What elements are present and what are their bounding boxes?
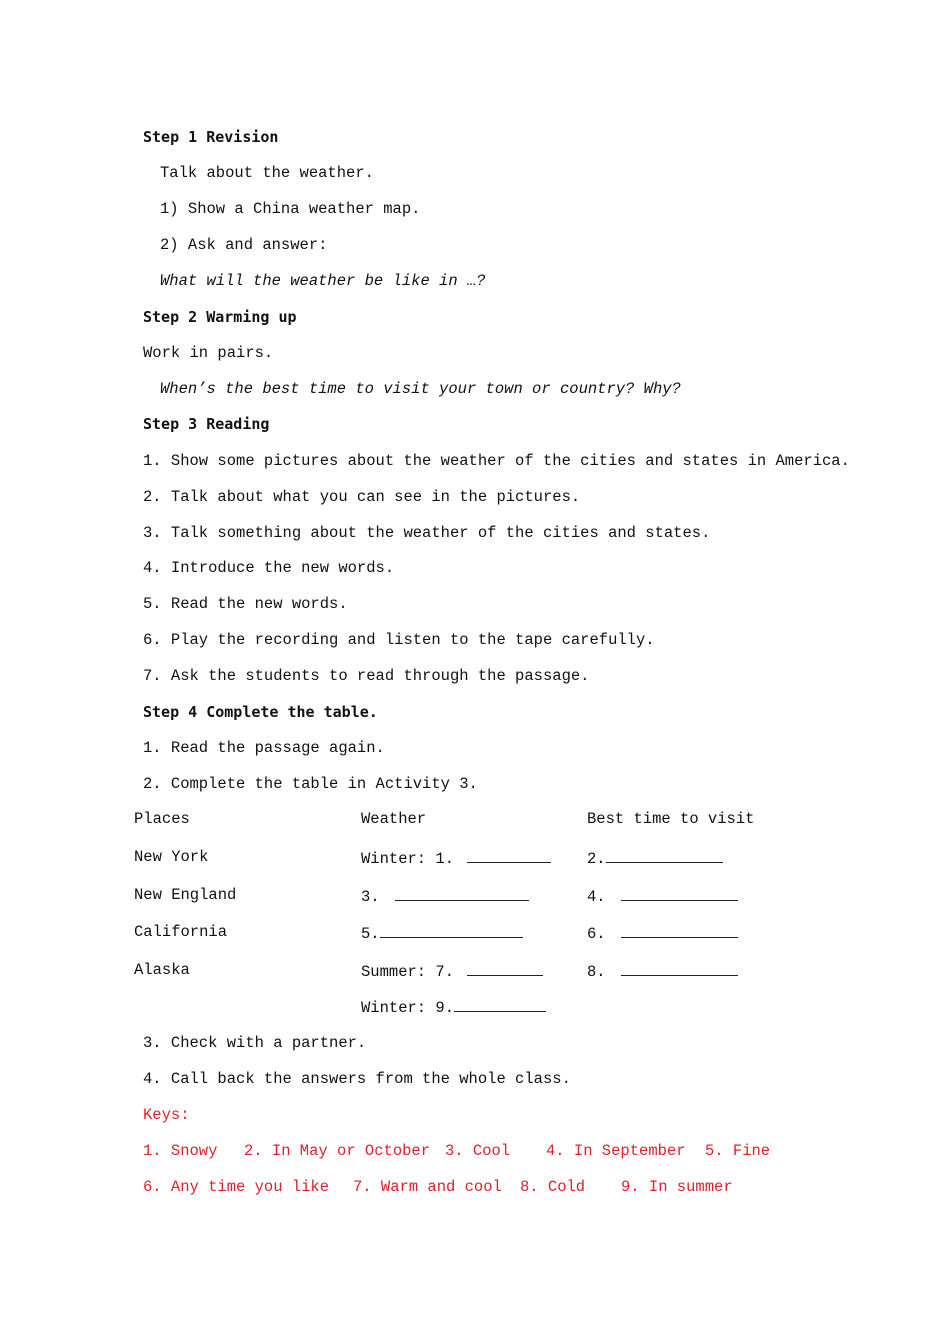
step4-heading: Step 4 Complete the table. <box>143 703 378 721</box>
answer-blank[interactable] <box>606 847 723 863</box>
answer-key: 2. In May or October <box>244 1142 431 1160</box>
table-cell-best-time <box>587 847 723 869</box>
blank-label: Winter: 1. <box>361 850 455 868</box>
step2-line: Work in pairs. <box>143 344 274 362</box>
answer-key: 5. Fine <box>705 1142 771 1160</box>
step3-item: 2. Talk about what you can see in the pictures. <box>143 488 581 506</box>
answer-key: 8. Cold <box>520 1178 586 1196</box>
step1-line-3: 2) Ask and answer: <box>160 236 328 254</box>
answer-blank[interactable] <box>621 960 738 976</box>
table-row <box>134 885 834 907</box>
answer-blank[interactable] <box>454 996 546 1012</box>
blank-label: 8. <box>587 963 606 981</box>
step3-item: 7. Ask the students to read through the passage. <box>143 667 590 685</box>
table-cell-best-time <box>587 885 738 907</box>
table-cell-weather <box>361 960 543 982</box>
step2-heading: Step 2 Warming up <box>143 308 297 326</box>
answer-blank[interactable] <box>621 922 738 938</box>
table-cell-weather <box>361 885 529 907</box>
step1-line-2: 1) Show a China weather map. <box>160 200 421 218</box>
table-cell-place: New England <box>134 886 237 904</box>
table-header-row <box>134 809 834 831</box>
step4-item: 4. Call back the answers from the whole class. <box>143 1070 571 1088</box>
blank-label: 2. <box>587 850 606 868</box>
answer-blank[interactable] <box>467 960 543 976</box>
step3-heading: Step 3 Reading <box>143 415 270 433</box>
table-header: Best time to visit <box>587 810 755 828</box>
answer-blank[interactable] <box>380 922 523 938</box>
table-cell-weather <box>361 922 523 944</box>
blank-label: 3. <box>361 888 380 906</box>
answer-key: 3. Cool <box>445 1142 511 1160</box>
step4-item: 1. Read the passage again. <box>143 739 385 757</box>
step2-question: When’s the best time to visit your town or country? Why? <box>160 380 681 398</box>
table-row <box>134 847 834 869</box>
table-cell-weather <box>361 847 551 869</box>
blank-label: 5. <box>361 925 380 943</box>
step3-item: 4. Introduce the new words. <box>143 559 395 577</box>
table-header: Places <box>134 810 190 828</box>
blank-label: Winter: 9. <box>361 999 455 1017</box>
blank-label: Summer: 7. <box>361 963 455 981</box>
step3-item: 1. Show some pictures about the weather of the cities and states in America. <box>143 452 850 470</box>
step1-question: What will the weather be like in …? <box>160 272 486 290</box>
blank-label: 4. <box>587 888 606 906</box>
answer-blank[interactable] <box>395 885 529 901</box>
step3-item: 6. Play the recording and listen to the tape carefully. <box>143 631 655 649</box>
step3-item: 5. Read the new words. <box>143 595 348 613</box>
table-row <box>134 996 834 1018</box>
answer-key: 6. Any time you like <box>143 1178 330 1196</box>
table-cell-best-time <box>587 922 738 944</box>
answer-key: 1. Snowy <box>143 1142 218 1160</box>
table-cell-weather <box>361 996 546 1018</box>
step3-item: 3. Talk something about the weather of the cities and states. <box>143 524 711 542</box>
table-row <box>134 922 834 944</box>
step4-item: 2. Complete the table in Activity 3. <box>143 775 478 793</box>
step1-line-1: Talk about the weather. <box>160 164 374 182</box>
answer-blank[interactable] <box>467 847 551 863</box>
answer-blank[interactable] <box>621 885 738 901</box>
table-cell-place: Alaska <box>134 961 190 979</box>
answer-key: 4. In September <box>546 1142 686 1160</box>
table-row <box>134 960 834 982</box>
keys-row-2 <box>143 1177 843 1197</box>
answer-key: 7. Warm and cool <box>353 1178 502 1196</box>
table-header: Weather <box>361 810 427 828</box>
answer-key: 9. In summer <box>621 1178 733 1196</box>
keys-row-1 <box>143 1141 843 1161</box>
step1-heading: Step 1 Revision <box>143 128 279 146</box>
keys-label: Keys: <box>143 1106 190 1124</box>
table-cell-place: California <box>134 923 228 941</box>
table-cell-best-time <box>587 960 738 982</box>
step4-item: 3. Check with a partner. <box>143 1034 367 1052</box>
blank-label: 6. <box>587 925 606 943</box>
table-cell-place: New York <box>134 848 209 866</box>
